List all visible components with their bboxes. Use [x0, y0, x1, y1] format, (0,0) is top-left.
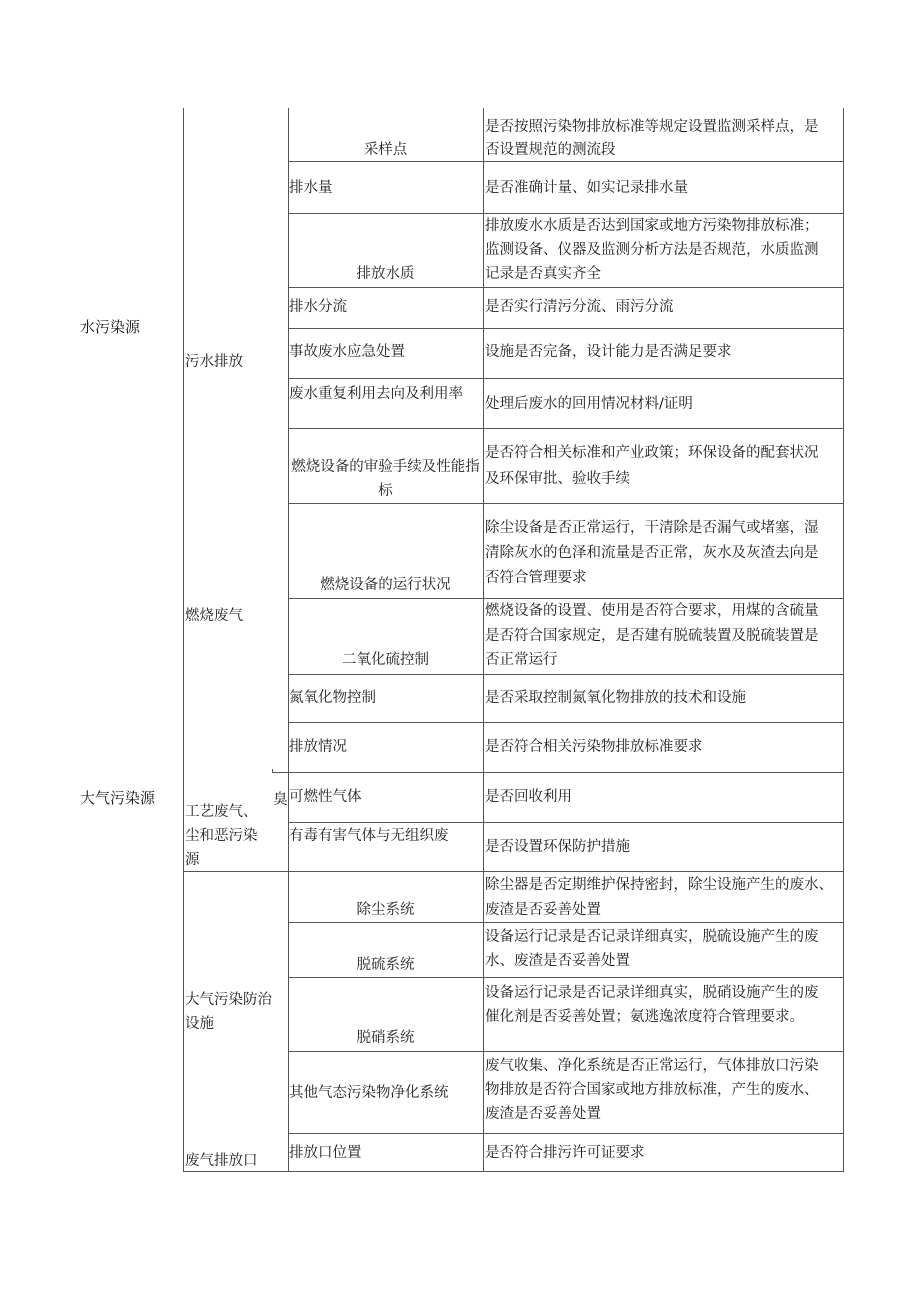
subcategory-process-line1: 工艺废气、 — [185, 804, 258, 820]
item-other-gas-purification: 其他气态污染物净化系统 — [289, 1085, 449, 1101]
row-divider — [288, 722, 844, 723]
row-divider — [288, 674, 844, 675]
row-divider — [288, 328, 844, 329]
row-divider — [288, 428, 844, 429]
desc-line: 设施是否完备，设计能力是否满足要求 — [485, 344, 732, 360]
row-divider — [288, 1051, 844, 1052]
desc-line: 是否准确计量、如实记录排水量 — [485, 180, 688, 196]
category-air: 大气污染源 — [80, 789, 156, 807]
row-divider — [288, 287, 844, 288]
desc-line: 除尘器是否定期维护保持密封，除尘设施产生的废水、 — [485, 877, 833, 893]
item-sampling-point: 采样点 — [363, 142, 408, 158]
row-divider — [288, 1133, 844, 1134]
odor-bracket-line — [272, 769, 273, 773]
item-discharge-quality: 排放水质 — [356, 266, 415, 282]
desc-line: 是否实行清污分流、雨污分流 — [485, 299, 674, 315]
desc-line: 及环保审批、验收手续 — [485, 471, 630, 487]
item-drainage-separation: 排水分流 — [289, 299, 347, 315]
desc-line: 清除灰水的色泽和流量是否正常，灰水及灰渣去向是 — [485, 545, 819, 561]
item-so2-control: 二氧化硫控制 — [342, 652, 429, 668]
subcategory-odor-char: 臭 — [273, 792, 288, 808]
subcategory-outlet: 废气排放口 — [185, 1153, 258, 1169]
desc-line: 处理后废水的回用情况材料/证明 — [485, 396, 693, 412]
item-combustible-gas: 可燃性气体 — [289, 789, 362, 805]
row-divider — [288, 503, 844, 504]
subcategory-process-line3: 源 — [185, 852, 200, 868]
row-divider — [272, 772, 844, 773]
desc-line: 记录是否真实齐全 — [485, 266, 601, 282]
desc-line: 是否符合国家规定，是否建有脱硫装置及脱硫装置是 — [485, 628, 819, 644]
subcategory-prevention-line1: 大气污染防治 — [185, 992, 272, 1008]
desc-line: 是否符合排污许可证要求 — [485, 1145, 645, 1161]
desc-line: 除尘设备是否正常运行，干清除是否漏气或堵塞，湿 — [485, 520, 819, 536]
desc-line: 是否回收利用 — [485, 789, 572, 805]
subcategory-sewage: 污水排放 — [185, 354, 243, 370]
item-denitrification-system: 脱硝系统 — [356, 1030, 415, 1046]
desc-line: 是否按照污染物排放标准等规定设置监测采样点，是 — [485, 119, 819, 135]
item-nox-control: 氮氧化物控制 — [289, 690, 376, 706]
desc-line: 否正常运行 — [485, 652, 558, 668]
desc-line: 物排放是否符合国家或地方排放标准，产生的废水、 — [485, 1082, 819, 1098]
category-water: 水污染源 — [80, 318, 141, 336]
desc-line: 是否采取控制氮氧化物排放的技术和设施 — [485, 690, 746, 706]
table-border-right — [843, 108, 844, 1172]
item-outlet-position: 排放口位置 — [289, 1145, 362, 1161]
item-toxic-gas: 有毒有害气体与无组织废 — [289, 828, 449, 844]
desc-line: 废气收集、净化系统是否正常运行，气体排放口污染 — [485, 1058, 819, 1074]
row-divider — [288, 378, 844, 379]
desc-line: 否符合管理要求 — [485, 570, 587, 586]
item-dust-removal-system: 除尘系统 — [356, 902, 415, 918]
subcategory-prevention-line2: 设施 — [185, 1016, 214, 1032]
desc-line: 是否符合相关污染物排放标准要求 — [485, 739, 703, 755]
item-emergency-wastewater: 事故废水应急处置 — [289, 344, 405, 360]
subcategory-combustion: 燃烧废气 — [185, 608, 243, 624]
desc-line: 是否符合相关标准和产业政策；环保设备的配套状况 — [485, 445, 819, 461]
column-divider-2 — [483, 108, 484, 1172]
item-wastewater-reuse: 废水重复利用去向及利用率 — [289, 386, 463, 402]
item-discharge-volume: 排水量 — [289, 180, 333, 196]
desc-line: 是否设置环保防护措施 — [485, 839, 630, 855]
desc-line: 废渣是否妥善处置 — [485, 1106, 601, 1122]
desc-line: 设备运行记录是否记录详细真实，脱硝设施产生的废 — [485, 985, 819, 1001]
desc-line: 废渣是否妥善处置 — [485, 902, 601, 918]
desc-line: 催化剂是否妥善处置；氨逃逸浓度符合管理要求。 — [485, 1009, 804, 1025]
subcategory-process-line2: 尘和恶污染 — [185, 828, 258, 844]
desc-line: 设备运行记录是否记录详细真实，脱硫设施产生的废 — [485, 929, 819, 945]
item-emission-status: 排放情况 — [289, 739, 347, 755]
row-divider — [288, 822, 844, 823]
desc-line: 监测设备、仪器及监测分析方法是否规范，水质监测 — [485, 242, 819, 258]
item-combustion-operation: 燃烧设备的运行状况 — [320, 577, 451, 593]
desc-line: 否设置规范的测流段 — [485, 142, 616, 158]
item-desulfurization-system: 脱硫系统 — [356, 957, 415, 973]
desc-line: 排放废水水质是否达到国家或地方污染物排放标准； — [485, 218, 819, 234]
table-border-left — [183, 108, 184, 1172]
desc-line: 燃烧设备的设置、使用是否符合要求，用煤的含硫量 — [485, 603, 819, 619]
desc-line: 水、废渣是否妥善处置 — [485, 953, 630, 969]
item-combustion-approval: 燃烧设备的审验手续及性能指标 — [291, 459, 480, 499]
